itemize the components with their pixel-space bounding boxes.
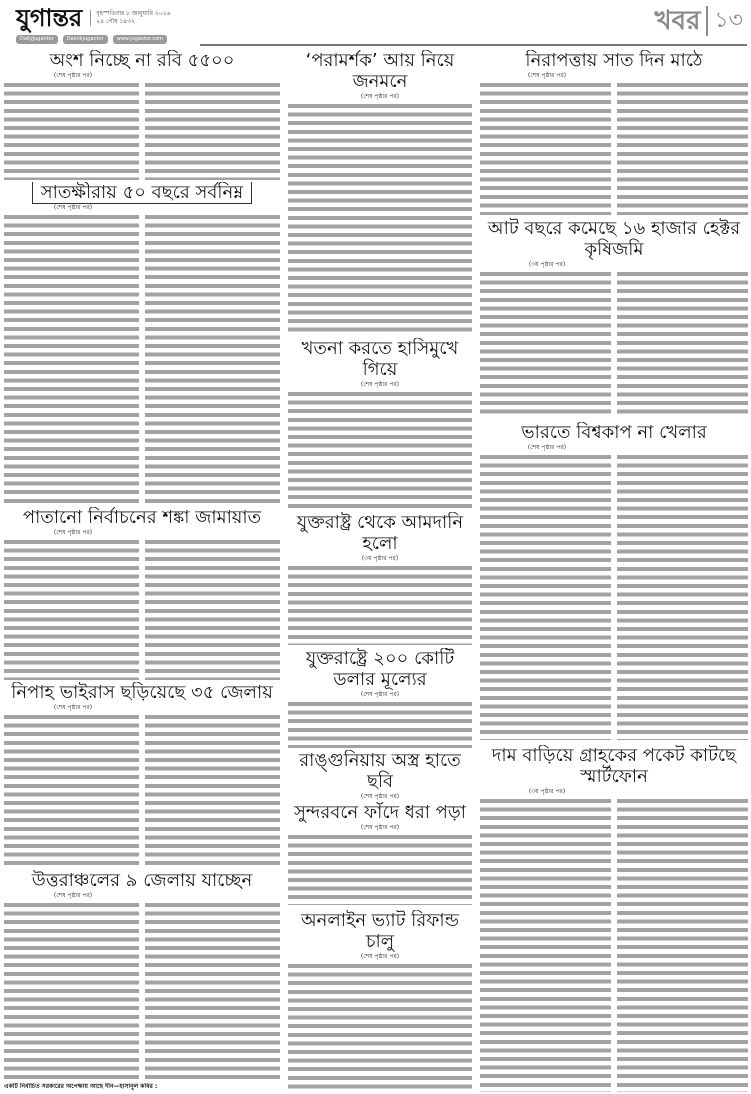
body-text-column: [4, 540, 139, 680]
website-link[interactable]: www.jugantor.com: [113, 35, 167, 44]
date-gregorian: বৃহস্পতিবার ৮ জানুয়ারি ২০২৬: [96, 10, 171, 17]
article: [288, 802, 472, 905]
article-headline: [288, 750, 472, 792]
body-text-column: [4, 903, 139, 1080]
continuation-note: (শেষ পৃষ্ঠার পর): [527, 72, 567, 79]
date-bengali: ২৪ পৌষ ১৪৩২: [96, 18, 135, 25]
body-text-column: [4, 83, 139, 180]
x-link[interactable]: DailyJugantor: [16, 35, 58, 44]
section-title: খবর: [654, 6, 701, 36]
date-box: [90, 10, 170, 26]
article-headline: [288, 802, 472, 823]
headline-text: আট বছরে কমেছে ১৬ হাজার হেক্টর কৃষিজমি: [487, 218, 741, 260]
article-headline: [480, 218, 748, 260]
body-text-column: [617, 455, 748, 740]
article: [4, 182, 280, 505]
article: [4, 682, 280, 868]
article-body: [480, 799, 748, 1092]
article: [288, 50, 472, 335]
continuation-note: (৩য় পৃষ্ঠার পর): [528, 788, 566, 795]
logo-row: [16, 4, 170, 32]
article-body: [480, 272, 748, 418]
article-body: [288, 392, 472, 510]
headline-text: রাঙ্গুনিয়ায় অস্ত্র হাতে ছবি: [299, 750, 461, 792]
continuation-note: (শেষ পৃষ্ঠার পর): [360, 824, 400, 831]
body-text-column: [145, 215, 280, 505]
article-body: [288, 964, 472, 1092]
article-headline: [4, 182, 280, 203]
body-text-column: [617, 799, 748, 1092]
article-body: [4, 715, 280, 868]
article: [288, 910, 472, 1092]
headline-text: সাতক্ষীরায় ৫০ বছরে সর্বনিম্ন: [32, 182, 252, 204]
headline-text: উত্তরাঞ্চলের ৯ জেলায় যাচ্ছেন: [31, 870, 253, 891]
article: [480, 745, 748, 1092]
newspaper-logo: যুগান্তর: [16, 3, 83, 32]
facebook-link[interactable]: DainikJugantor: [63, 35, 108, 44]
headline-text: খতনা করতে হাসিমুখে গিয়ে: [301, 338, 459, 380]
article: [480, 50, 748, 215]
header-divider: [200, 44, 747, 46]
continuation-note: (৩য় পৃষ্ঠার পর): [528, 261, 566, 268]
body-text-column: [145, 83, 280, 180]
body-text-column: [480, 799, 611, 1092]
article: [4, 870, 280, 1080]
body-text-column: [4, 215, 139, 505]
article-headline: [480, 745, 748, 787]
article-body: [4, 83, 280, 180]
body-text-column: [480, 272, 611, 418]
body-text-column: [617, 272, 748, 418]
article-headline: [4, 50, 280, 71]
page-number: ১৩: [706, 6, 743, 36]
body-text-column: [288, 392, 472, 510]
article-headline: [480, 422, 748, 443]
article-body: [4, 215, 280, 505]
headline-text: অংশ নিচ্ছে না রবি ৫৫০০: [49, 50, 235, 71]
continuation-note: (শেষ পৃষ্ঠার পর): [360, 953, 400, 960]
headline-text: অনলাইন ভ্যাট রিফান্ড চালু: [301, 910, 459, 952]
body-text-column: [480, 83, 611, 215]
body-text-column: [617, 83, 748, 215]
masthead-left: [16, 4, 170, 44]
body-text-column: [145, 540, 280, 680]
continuation-note: (শেষ পৃষ্ঠার পর): [53, 704, 93, 711]
article-body: [480, 83, 748, 215]
body-text-column: [288, 835, 472, 905]
body-text-column: [288, 964, 472, 1092]
headline-text: যুক্তরাষ্ট্র থেকে আমদানি হলো: [296, 512, 464, 554]
body-text-column: [480, 455, 611, 740]
article-body: [288, 835, 472, 905]
social-links: [16, 35, 170, 44]
masthead-right: [655, 4, 743, 38]
article-headline: [288, 910, 472, 952]
continuation-note: (শেষ পৃষ্ঠার পর): [53, 892, 93, 899]
continuation-note: (৩য় পৃষ্ঠার পর): [361, 555, 399, 562]
continuation-note: (শেষ পৃষ্ঠার পর): [527, 444, 567, 451]
article-body: [288, 566, 472, 645]
continuation-note: (শেষ পৃষ্ঠার পর): [360, 793, 400, 800]
footnote-subhead: একটি নির্বাচিত সরকারের অপেক্ষায় আছে দীন—হাসানুল কবির :: [4, 1083, 280, 1091]
article: [4, 507, 280, 680]
body-text-column: [288, 566, 472, 645]
headline-text: যুক্তরাষ্ট্রে ২০০ কোটি ডলার মূল্যের: [305, 648, 455, 690]
body-text-column: [288, 702, 472, 748]
body-text-column: [288, 104, 472, 335]
article-body: [288, 702, 472, 748]
article-headline: [480, 50, 748, 71]
headline-text: পাতানো নির্বাচনের শঙ্কা জামায়াত: [22, 507, 262, 528]
continuation-note: (শেষ পৃষ্ঠার পর): [53, 72, 93, 79]
article-body: [288, 104, 472, 335]
article: [288, 512, 472, 645]
article-body: [4, 540, 280, 680]
continuation-note: (শেষ পৃষ্ঠার পর): [53, 204, 93, 211]
article: [288, 648, 472, 748]
article-headline: [288, 512, 472, 554]
headline-text: নিরাপত্তায় সাত দিন মাঠে: [525, 50, 703, 71]
article: [480, 422, 748, 740]
article-headline: [288, 50, 472, 92]
body-text-column: [145, 903, 280, 1080]
article-body: [480, 455, 748, 740]
continuation-note: (শেষ পৃষ্ঠার পর): [360, 691, 400, 698]
article-headline: [4, 507, 280, 528]
article: [288, 338, 472, 510]
article-headline: [4, 682, 280, 703]
article-headline: [4, 870, 280, 891]
article-headline: [288, 648, 472, 690]
article: [480, 218, 748, 418]
headline-text: ভারতে বিশ্বকাপ না খেলার: [521, 422, 707, 443]
headline-text: সুন্দরবনে ফাঁদে ধরা পড়া: [294, 802, 466, 823]
article: [4, 50, 280, 180]
headline-text: ‘পরামর্শক’ আয় নিয়ে জনমনে: [305, 50, 455, 92]
headline-text: নিপাহ ভাইরাস ছড়িয়েছে ৩৫ জেলায়: [11, 682, 273, 703]
continuation-note: (শেষ পৃষ্ঠার পর): [360, 381, 400, 388]
headline-text: দাম বাড়িয়ে গ্রাহকের পকেট কাটছে স্মার্টফোন: [491, 745, 737, 787]
body-text-column: [145, 715, 280, 868]
article: [288, 750, 472, 800]
continuation-note: (শেষ পৃষ্ঠার পর): [53, 529, 93, 536]
article-headline: [288, 338, 472, 380]
continuation-note: (শেষ পৃষ্ঠার পর): [360, 93, 400, 100]
body-text-column: [4, 715, 139, 868]
article-body: [4, 903, 280, 1080]
